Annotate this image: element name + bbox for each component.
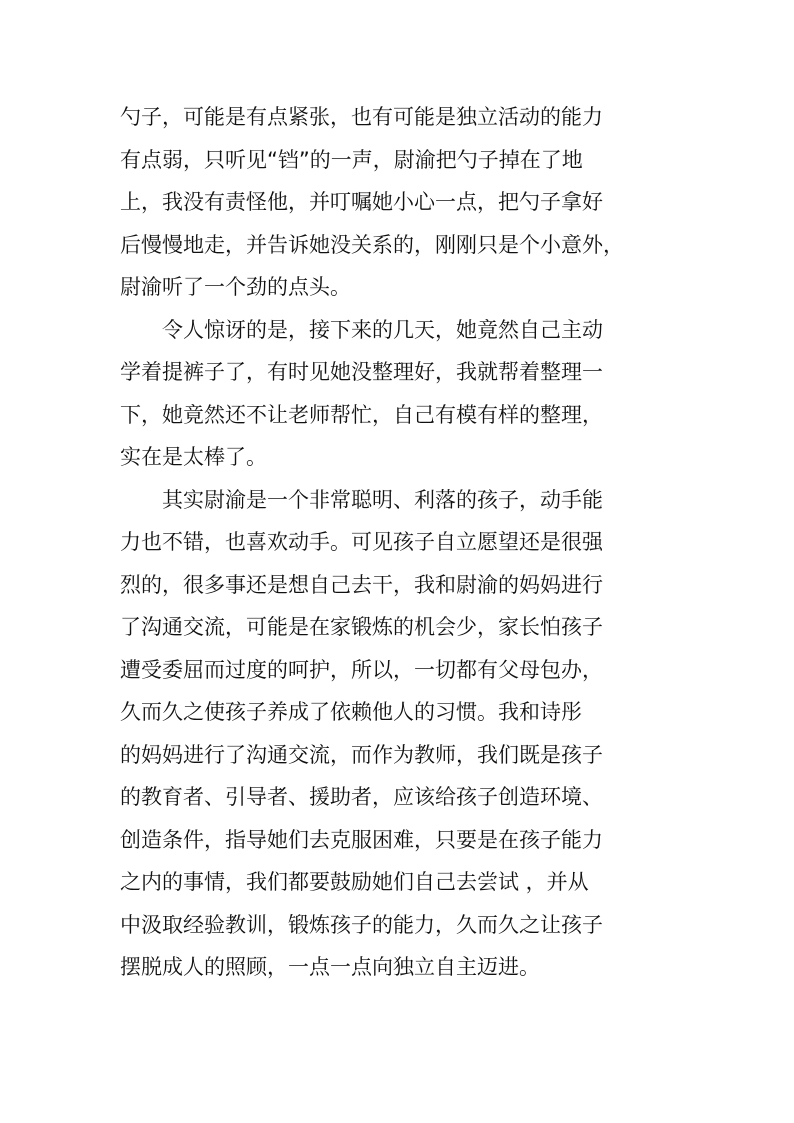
text-line: 后慢慢地走，并告诉她没关系的，刚刚只是个小意外， [120,232,624,257]
text-line: 下，她竟然还不让老师帮忙，自己有模有样的整理， [120,402,603,427]
text-line: 的妈妈进行了沟通交流，而作为教师，我们既是孩子 [120,742,603,767]
paragraph-3 [120,479,680,989]
text-line: 的教育者、引导者、援助者，应该给孩子创造环境、 [120,785,603,809]
text-line: 遭受委屈而过度的呵护，所以，一切都有父母包办， [120,657,603,682]
text-line: 令人惊讶的是，接下来的几天，她竟然自己主动 [162,317,603,342]
text-line: 其实尉渝是一个非常聪明、利落的孩子，动手能 [162,487,603,512]
text-line: 有点弱，只听见“铛”的一声，尉渝把勺子掉在了地 [120,147,583,172]
text-line: 上，我没有责怪他，并叮嘱她小心一点，把勺子拿好 [120,190,603,214]
text-line: 创造条件，指导她们去克服困难，只要是在孩子能力 [120,827,603,852]
text-line: 学着提裤子了，有时见她没整理好，我就帮着整理一 [120,360,603,384]
body-text [120,96,680,989]
paragraph-1 [120,96,680,309]
text-line: 实在是太棒了。 [120,445,267,469]
text-line: 了沟通交流，可能是在家锻炼的机会少，家长怕孩子 [120,615,603,639]
text-line: 之内的事情，我们都要鼓励她们自己去尝试 ，并从 [120,870,589,894]
text-line: 中汲取经验教训，锻炼孩子的能力，久而久之让孩子 [120,912,603,937]
text-line: 勺子，可能是有点紧张，也有可能是独立活动的能力 [120,105,603,129]
text-line: 摆脱成人的照顾，一点一点向独立自主迈进。 [120,955,540,979]
paragraph-2 [120,309,680,479]
text-line: 久而久之使孩子养成了依赖他人的习惯。我和诗彤 [120,700,582,724]
text-line: 烈的，很多事还是想自己去干，我和尉渝的妈妈进行 [120,572,603,597]
text-line: 力也不错，也喜欢动手。可见孩子自立愿望还是很强 [120,530,603,554]
text-line: 尉渝听了一个劲的点头。 [120,275,351,299]
